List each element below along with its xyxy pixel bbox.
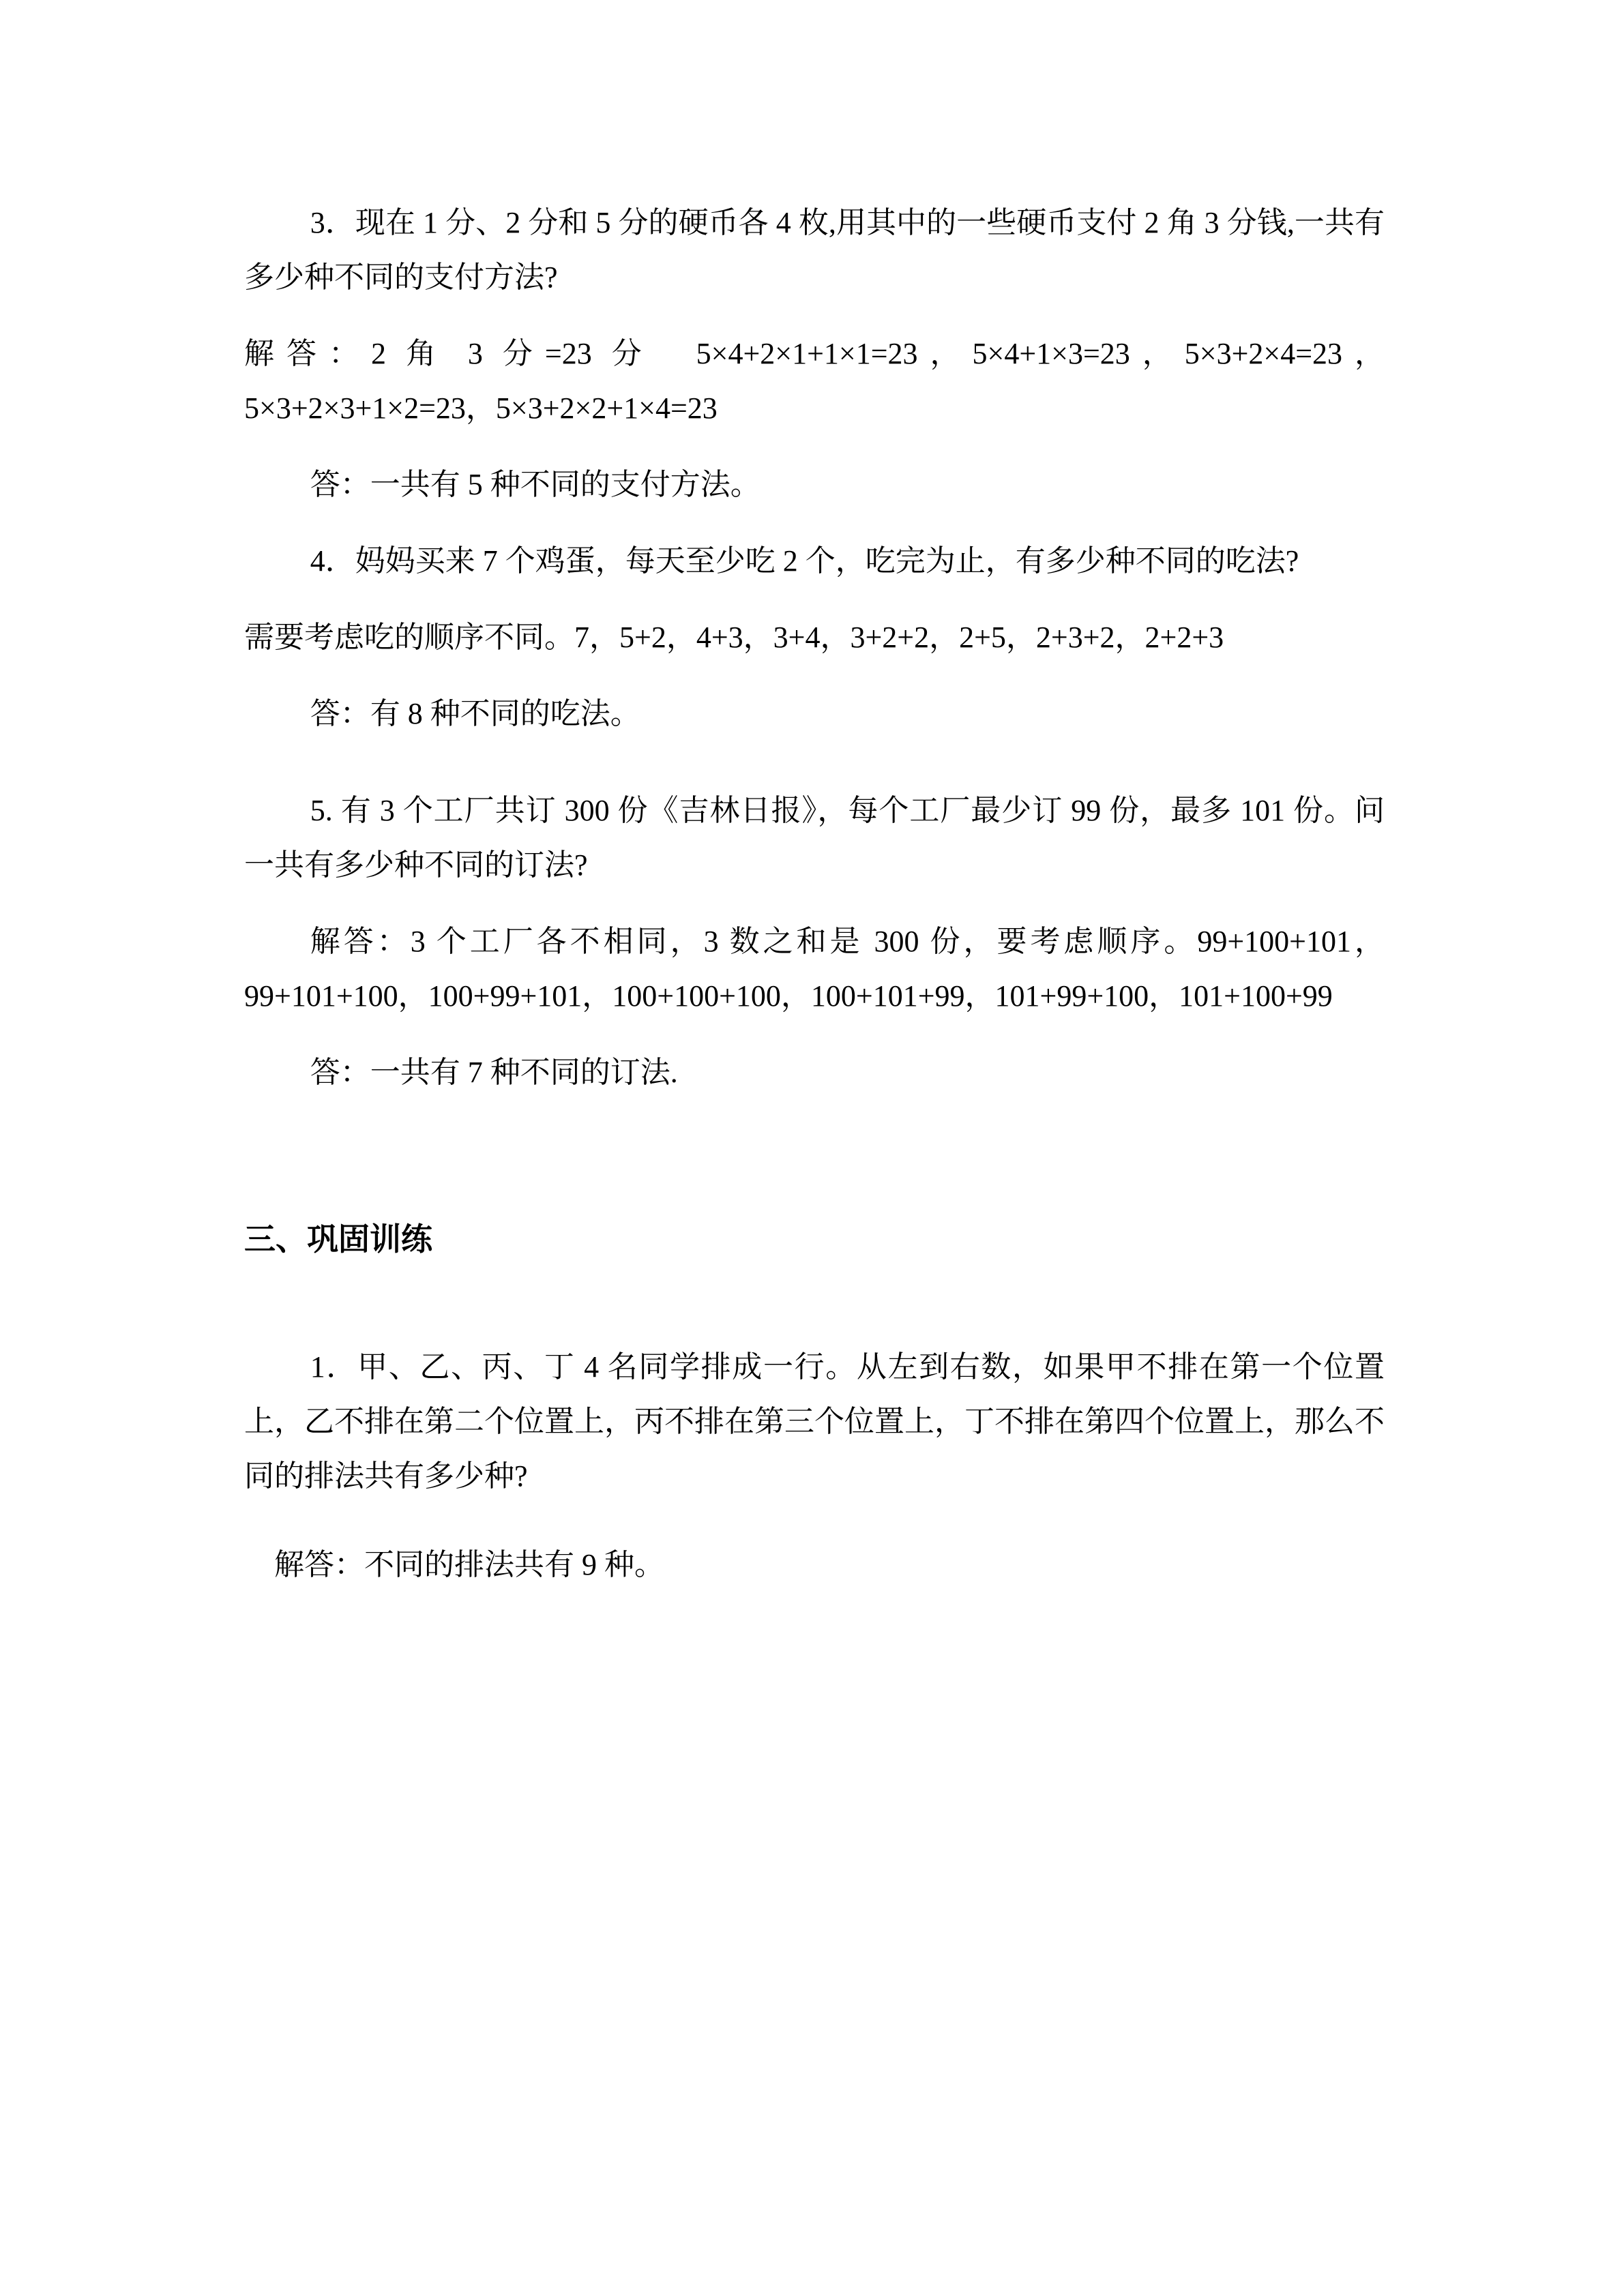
problem5-answer: 答：一共有 7 种不同的订法. — [310, 1056, 678, 1089]
training-problem1-answer: 解答：不同的排法共有 9 种。 — [274, 1548, 664, 1581]
problem3-answer: 答：一共有 5 种不同的支付方法。 — [310, 468, 761, 501]
problem5-question: 5. 有 3 个工厂共订 300 份《吉林日报》，每个工厂最少订 99 份，最多 101 份。问一共有多少种不同的订法? — [244, 794, 1385, 882]
section-heading-consolidation-training: 三、巩固训练 — [244, 1222, 432, 1257]
problem3-question: 3．现在 1 分、2 分和 5 分的硬币各 4 枚,用其中的一些硬币支付 2 角 3 分钱,一共有多少种不同的支付方法? — [244, 206, 1385, 294]
problem4-solution: 需要考虑吃的顺序不同。7，5+2，4+3，3+4，3+2+2，2+5，2+3+2，2+2+3 — [244, 621, 1224, 654]
problem4-question: 4．妈妈买来 7 个鸡蛋，每天至少吃 2 个，吃完为止，有多少种不同的吃法? — [310, 544, 1299, 578]
training-problem1-question: 1．甲、乙、丙、丁 4 名同学排成一行。从左到右数，如果甲不排在第一个位置上，乙不排在第二个位置上，丙不排在第三个位置上，丁不排在第四个位置上，那么不同的排法共有多少种? — [244, 1350, 1385, 1493]
problem4-answer: 答：有 8 种不同的吃法。 — [310, 697, 640, 730]
problem3-solution: 解答：2 角 3 分=23 分 5×4+2×1+1×1=23，5×4+1×3=23，5×3+2×4=23，5×3+2×3+1×2=23，5×3+2×2+1×4=23 — [244, 337, 1385, 425]
problem5-solution: 解答：3 个工厂各不相同，3 数之和是 300 份，要考虑顺序。99+100+101，99+101+100，100+99+101，100+100+100，100+101+99，101+99+100，101+100+99 — [244, 925, 1385, 1013]
